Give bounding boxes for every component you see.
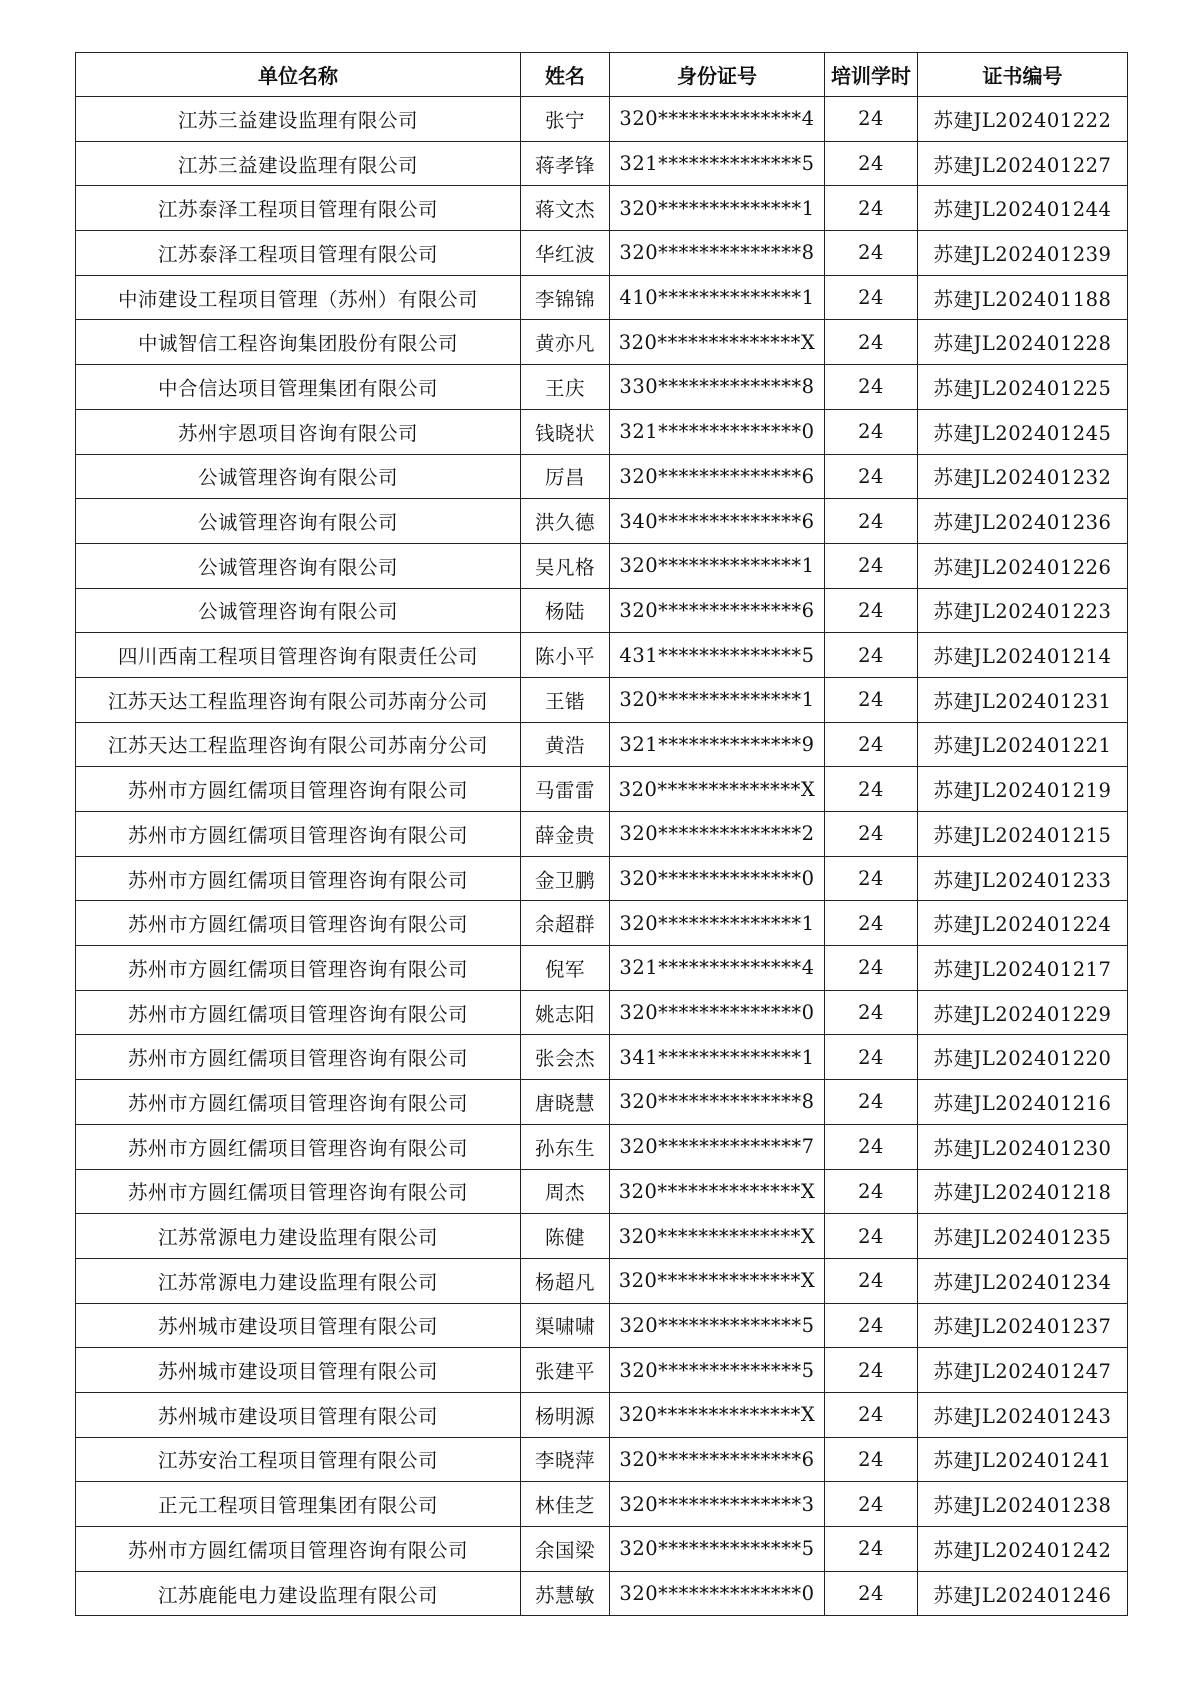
id-number-cell: 320**************1 [610, 543, 825, 588]
unit-name-cell: 公诚管理咨询有限公司 [76, 543, 521, 588]
id-number-cell: 320**************7 [610, 1124, 825, 1169]
training-hours-cell: 24 [825, 1169, 918, 1214]
training-hours-cell: 24 [825, 1437, 918, 1482]
person-name-cell: 倪军 [521, 946, 610, 991]
training-hours-cell: 24 [825, 1080, 918, 1125]
unit-name-cell: 苏州市方圆红儒项目管理咨询有限公司 [76, 812, 521, 857]
table-row [76, 812, 1128, 857]
person-name-cell: 周杰 [521, 1169, 610, 1214]
person-name-cell: 张建平 [521, 1348, 610, 1393]
training-hours-cell: 24 [825, 1303, 918, 1348]
id-number-cell: 320**************0 [610, 856, 825, 901]
id-number-cell: 320**************1 [610, 677, 825, 722]
person-name-cell: 姚志阳 [521, 990, 610, 1035]
table-row [76, 1482, 1128, 1527]
certificate-number-cell: 苏建JL202401218 [918, 1169, 1128, 1214]
person-name-cell: 张会杰 [521, 1035, 610, 1080]
certificate-number-cell: 苏建JL202401227 [918, 141, 1128, 186]
training-hours-cell: 24 [825, 722, 918, 767]
unit-name-cell: 公诚管理咨询有限公司 [76, 454, 521, 499]
table-row [76, 901, 1128, 946]
table-row [76, 1527, 1128, 1572]
person-name-cell: 王庆 [521, 365, 610, 410]
id-number-cell: 320**************X [610, 1392, 825, 1437]
certificate-number-cell: 苏建JL202401247 [918, 1348, 1128, 1393]
id-number-cell: 320**************4 [610, 97, 825, 142]
unit-name-cell: 江苏天达工程监理咨询有限公司苏南分公司 [76, 722, 521, 767]
unit-name-cell: 江苏安治工程项目管理有限公司 [76, 1437, 521, 1482]
table-row [76, 454, 1128, 499]
id-number-cell: 320**************6 [610, 1437, 825, 1482]
table-row [76, 677, 1128, 722]
person-name-cell: 华红波 [521, 231, 610, 276]
certificate-number-cell: 苏建JL202401242 [918, 1527, 1128, 1572]
id-number-cell: 320**************5 [610, 1527, 825, 1572]
id-number-cell: 320**************X [610, 1214, 825, 1259]
table-row [76, 543, 1128, 588]
person-name-cell: 薛金贵 [521, 812, 610, 857]
person-name-cell: 杨陆 [521, 588, 610, 633]
certificate-number-cell: 苏建JL202401239 [918, 231, 1128, 276]
table-row [76, 946, 1128, 991]
certificate-number-cell: 苏建JL202401228 [918, 320, 1128, 365]
id-number-cell: 320**************X [610, 1258, 825, 1303]
table-row [76, 990, 1128, 1035]
certificate-number-cell: 苏建JL202401215 [918, 812, 1128, 857]
person-name-cell: 余国梁 [521, 1527, 610, 1572]
person-name-cell: 林佳芝 [521, 1482, 610, 1527]
table-row [76, 499, 1128, 544]
certificate-number-cell: 苏建JL202401235 [918, 1214, 1128, 1259]
table-row [76, 856, 1128, 901]
person-name-cell: 洪久德 [521, 499, 610, 544]
person-name-cell: 厉昌 [521, 454, 610, 499]
training-hours-cell: 24 [825, 990, 918, 1035]
training-hours-cell: 24 [825, 1214, 918, 1259]
training-hours-cell: 24 [825, 275, 918, 320]
certificate-number-cell: 苏建JL202401237 [918, 1303, 1128, 1348]
table-row [76, 1571, 1128, 1616]
unit-name-cell: 江苏常源电力建设监理有限公司 [76, 1258, 521, 1303]
unit-name-cell: 江苏常源电力建设监理有限公司 [76, 1214, 521, 1259]
training-hours-cell: 24 [825, 767, 918, 812]
training-hours-cell: 24 [825, 1258, 918, 1303]
person-name-cell: 杨明源 [521, 1392, 610, 1437]
unit-name-cell: 苏州市方圆红儒项目管理咨询有限公司 [76, 1124, 521, 1169]
person-name-cell: 李锦锦 [521, 275, 610, 320]
table-row [76, 722, 1128, 767]
table-row [76, 1080, 1128, 1125]
unit-name-cell: 苏州市方圆红儒项目管理咨询有限公司 [76, 856, 521, 901]
person-name-cell: 金卫鹏 [521, 856, 610, 901]
unit-name-cell: 苏州城市建设项目管理有限公司 [76, 1348, 521, 1393]
id-number-cell: 320**************6 [610, 454, 825, 499]
table-row [76, 1348, 1128, 1393]
table-header-row [76, 53, 1128, 97]
training-hours-cell: 24 [825, 812, 918, 857]
id-number-cell: 320**************5 [610, 1348, 825, 1393]
certificate-number-cell: 苏建JL202401217 [918, 946, 1128, 991]
unit-name-cell: 苏州市方圆红儒项目管理咨询有限公司 [76, 1527, 521, 1572]
unit-name-cell: 四川西南工程项目管理咨询有限责任公司 [76, 633, 521, 678]
training-hours-cell: 24 [825, 97, 918, 142]
certificate-number-cell: 苏建JL202401241 [918, 1437, 1128, 1482]
header-person-name: 姓名 [521, 53, 610, 97]
certificate-number-cell: 苏建JL202401220 [918, 1035, 1128, 1080]
certificate-number-cell: 苏建JL202401232 [918, 454, 1128, 499]
unit-name-cell: 苏州市方圆红儒项目管理咨询有限公司 [76, 767, 521, 812]
person-name-cell: 陈小平 [521, 633, 610, 678]
person-name-cell: 陈健 [521, 1214, 610, 1259]
person-name-cell: 渠啸啸 [521, 1303, 610, 1348]
person-name-cell: 吴凡格 [521, 543, 610, 588]
person-name-cell: 黄亦凡 [521, 320, 610, 365]
table-row [76, 409, 1128, 454]
unit-name-cell: 江苏天达工程监理咨询有限公司苏南分公司 [76, 677, 521, 722]
certificate-number-cell: 苏建JL202401226 [918, 543, 1128, 588]
header-certificate-number: 证书编号 [918, 53, 1128, 97]
unit-name-cell: 苏州宇恩项目咨询有限公司 [76, 409, 521, 454]
unit-name-cell: 江苏鹿能电力建设监理有限公司 [76, 1571, 521, 1616]
certificate-number-cell: 苏建JL202401244 [918, 186, 1128, 231]
person-name-cell: 蒋孝锋 [521, 141, 610, 186]
certificate-number-cell: 苏建JL202401230 [918, 1124, 1128, 1169]
training-hours-cell: 24 [825, 543, 918, 588]
training-hours-cell: 24 [825, 1348, 918, 1393]
certificate-number-cell: 苏建JL202401233 [918, 856, 1128, 901]
person-name-cell: 唐晓慧 [521, 1080, 610, 1125]
table-row [76, 1303, 1128, 1348]
training-hours-cell: 24 [825, 677, 918, 722]
table-row [76, 588, 1128, 633]
table-body [76, 97, 1128, 1616]
id-number-cell: 431**************5 [610, 633, 825, 678]
header-training-hours: 培训学时 [825, 53, 918, 97]
person-name-cell: 王锴 [521, 677, 610, 722]
training-hours-cell: 24 [825, 186, 918, 231]
training-hours-cell: 24 [825, 1035, 918, 1080]
id-number-cell: 340**************6 [610, 499, 825, 544]
id-number-cell: 320**************8 [610, 231, 825, 276]
table-row [76, 1214, 1128, 1259]
table-row [76, 275, 1128, 320]
unit-name-cell: 苏州市方圆红儒项目管理咨询有限公司 [76, 1035, 521, 1080]
unit-name-cell: 江苏泰泽工程项目管理有限公司 [76, 231, 521, 276]
certificate-number-cell: 苏建JL202401214 [918, 633, 1128, 678]
person-name-cell: 钱晓状 [521, 409, 610, 454]
id-number-cell: 320**************X [610, 767, 825, 812]
training-hours-cell: 24 [825, 1527, 918, 1572]
unit-name-cell: 中诚智信工程咨询集团股份有限公司 [76, 320, 521, 365]
certificate-number-cell: 苏建JL202401229 [918, 990, 1128, 1035]
training-hours-cell: 24 [825, 901, 918, 946]
person-name-cell: 蒋文杰 [521, 186, 610, 231]
training-hours-cell: 24 [825, 141, 918, 186]
certificate-number-cell: 苏建JL202401222 [918, 97, 1128, 142]
person-name-cell: 孙东生 [521, 1124, 610, 1169]
unit-name-cell: 苏州市方圆红儒项目管理咨询有限公司 [76, 901, 521, 946]
id-number-cell: 330**************8 [610, 365, 825, 410]
training-hours-cell: 24 [825, 588, 918, 633]
table-row [76, 97, 1128, 142]
person-name-cell: 黄浩 [521, 722, 610, 767]
person-name-cell: 马雷雷 [521, 767, 610, 812]
id-number-cell: 320**************3 [610, 1482, 825, 1527]
id-number-cell: 320**************0 [610, 1571, 825, 1616]
id-number-cell: 320**************X [610, 320, 825, 365]
table-row [76, 1035, 1128, 1080]
training-hours-cell: 24 [825, 1482, 918, 1527]
training-hours-cell: 24 [825, 231, 918, 276]
person-name-cell: 杨超凡 [521, 1258, 610, 1303]
certificate-number-cell: 苏建JL202401245 [918, 409, 1128, 454]
id-number-cell: 321**************4 [610, 946, 825, 991]
unit-name-cell: 苏州市方圆红儒项目管理咨询有限公司 [76, 1080, 521, 1125]
id-number-cell: 320**************1 [610, 186, 825, 231]
training-hours-cell: 24 [825, 856, 918, 901]
certificate-number-cell: 苏建JL202401224 [918, 901, 1128, 946]
certificate-number-cell: 苏建JL202401238 [918, 1482, 1128, 1527]
certificate-number-cell: 苏建JL202401234 [918, 1258, 1128, 1303]
table-row [76, 1437, 1128, 1482]
table-row [76, 1169, 1128, 1214]
id-number-cell: 320**************6 [610, 588, 825, 633]
certificate-number-cell: 苏建JL202401188 [918, 275, 1128, 320]
certificate-number-cell: 苏建JL202401236 [918, 499, 1128, 544]
table-row [76, 365, 1128, 410]
training-hours-cell: 24 [825, 409, 918, 454]
id-number-cell: 320**************1 [610, 901, 825, 946]
certificate-number-cell: 苏建JL202401219 [918, 767, 1128, 812]
table-row [76, 1124, 1128, 1169]
header-unit-name: 单位名称 [76, 53, 521, 97]
header-id-number: 身份证号 [610, 53, 825, 97]
id-number-cell: 320**************8 [610, 1080, 825, 1125]
training-hours-cell: 24 [825, 633, 918, 678]
training-hours-cell: 24 [825, 454, 918, 499]
certificate-number-cell: 苏建JL202401223 [918, 588, 1128, 633]
certificate-number-cell: 苏建JL202401231 [918, 677, 1128, 722]
id-number-cell: 321**************9 [610, 722, 825, 767]
unit-name-cell: 江苏泰泽工程项目管理有限公司 [76, 186, 521, 231]
table-row [76, 320, 1128, 365]
person-name-cell: 余超群 [521, 901, 610, 946]
unit-name-cell: 江苏三益建设监理有限公司 [76, 97, 521, 142]
unit-name-cell: 苏州市方圆红儒项目管理咨询有限公司 [76, 990, 521, 1035]
person-name-cell: 苏慧敏 [521, 1571, 610, 1616]
id-number-cell: 320**************0 [610, 990, 825, 1035]
id-number-cell: 410**************1 [610, 275, 825, 320]
id-number-cell: 320**************X [610, 1169, 825, 1214]
table-row [76, 767, 1128, 812]
certificate-number-cell: 苏建JL202401243 [918, 1392, 1128, 1437]
table-row [76, 633, 1128, 678]
person-name-cell: 张宁 [521, 97, 610, 142]
unit-name-cell: 公诚管理咨询有限公司 [76, 588, 521, 633]
training-hours-cell: 24 [825, 365, 918, 410]
training-hours-cell: 24 [825, 1571, 918, 1616]
id-number-cell: 320**************5 [610, 1303, 825, 1348]
training-hours-cell: 24 [825, 320, 918, 365]
table-row [76, 1258, 1128, 1303]
id-number-cell: 320**************2 [610, 812, 825, 857]
person-name-cell: 李晓萍 [521, 1437, 610, 1482]
training-hours-cell: 24 [825, 1124, 918, 1169]
unit-name-cell: 苏州市方圆红儒项目管理咨询有限公司 [76, 946, 521, 991]
training-hours-cell: 24 [825, 946, 918, 991]
certificate-number-cell: 苏建JL202401221 [918, 722, 1128, 767]
table-row [76, 186, 1128, 231]
training-hours-cell: 24 [825, 1392, 918, 1437]
table-row [76, 231, 1128, 276]
unit-name-cell: 中合信达项目管理集团有限公司 [76, 365, 521, 410]
certificate-number-cell: 苏建JL202401246 [918, 1571, 1128, 1616]
id-number-cell: 321**************5 [610, 141, 825, 186]
unit-name-cell: 苏州城市建设项目管理有限公司 [76, 1392, 521, 1437]
unit-name-cell: 中沛建设工程项目管理（苏州）有限公司 [76, 275, 521, 320]
unit-name-cell: 正元工程项目管理集团有限公司 [76, 1482, 521, 1527]
unit-name-cell: 苏州城市建设项目管理有限公司 [76, 1303, 521, 1348]
id-number-cell: 341**************1 [610, 1035, 825, 1080]
unit-name-cell: 江苏三益建设监理有限公司 [76, 141, 521, 186]
training-hours-cell: 24 [825, 499, 918, 544]
table-row [76, 141, 1128, 186]
table-row [76, 1392, 1128, 1437]
training-certificate-table [75, 52, 1128, 1616]
unit-name-cell: 公诚管理咨询有限公司 [76, 499, 521, 544]
certificate-number-cell: 苏建JL202401225 [918, 365, 1128, 410]
id-number-cell: 321**************0 [610, 409, 825, 454]
certificate-number-cell: 苏建JL202401216 [918, 1080, 1128, 1125]
unit-name-cell: 苏州市方圆红儒项目管理咨询有限公司 [76, 1169, 521, 1214]
